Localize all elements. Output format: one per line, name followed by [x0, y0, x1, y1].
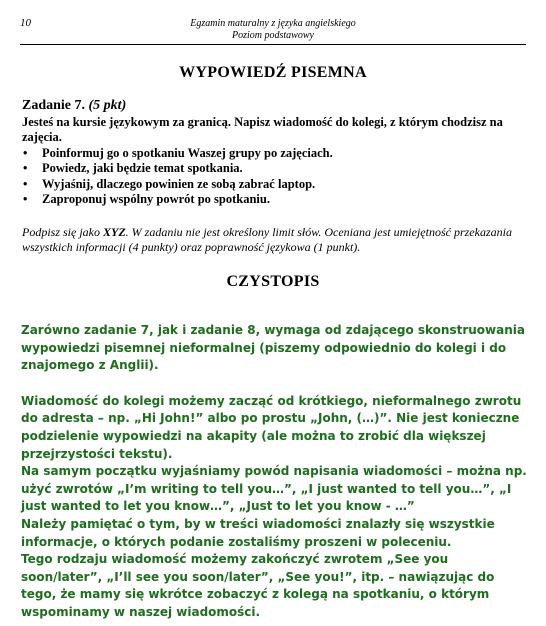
- task-number: Zadanie 7.: [22, 98, 86, 113]
- list-item: • Powiedz, jaki będzie temat spotkania.: [22, 161, 528, 177]
- task-bullet-list: [22, 146, 528, 208]
- commentary-paragraph: Tego rodzaju wiadomość możemy zakończyć zwrotem „See you soon/later”, „I’ll see you soon/later”, „See you!”, itp. – nawiązując do tego, że mamy się wkrótce zobaczyć z kolegą na spotkaniu, o którym wspominamy w naszej wiadomości.: [21, 552, 495, 619]
- task-title: [22, 98, 528, 114]
- exam-title: Egzamin maturalny z języka angielskiego: [190, 18, 356, 29]
- header-divider: [20, 44, 526, 45]
- signature-code: XYZ: [103, 225, 126, 239]
- exam-level: Poziom podstawowy: [232, 30, 314, 41]
- exam-header: [0, 18, 546, 42]
- task-prompt: Jesteś na kursie językowym za granicą. Napisz wiadomość do kolegi, z którym chodzisz na zajęcia.: [22, 114, 503, 144]
- page-number: 10: [20, 17, 31, 29]
- list-item: • Zaproponuj wspólny powrót po spotkaniu.: [22, 192, 528, 208]
- task-instructions: Podpisz się jako XYZ. W zadaniu nie jest określony limit słów. Oceniana jest umiejętność przekazania wszystkich informacji (4 punkty) oraz poprawność językowa (1 punkt).: [22, 225, 512, 254]
- commentary-paragraph: Należy pamiętać o tym, by w treści wiadomości znalazły się wszystkie informacje, o których podanie zostaliśmy proszeni w poleceniu.: [21, 516, 495, 549]
- commentary-paragraph: Zarówno zadanie 7, jak i zadanie 8, wymaga od zdającego skonstruowania wypowiedzi pisemnej nieformalnej (piszemy odpowiednio do kolegi i do znajomego z Anglii).: [21, 323, 525, 373]
- list-item: • Poinformuj go o spotkaniu Waszej grupy po zajęciach.: [22, 146, 528, 162]
- task-points: (5 pkt): [88, 98, 127, 113]
- list-item: • Wyjaśnij, dlaczego powinien ze sobą zabrać laptop.: [22, 177, 528, 193]
- commentary-text: [21, 322, 533, 622]
- commentary-paragraph: Na samym początku wyjaśniamy powód napisania wiadomości – można np. użyć zwrotów „I’m writing to tell you…”, „I just wanted to tell you…”, „I just wanted to let you know…”, „Just to let you know - …”: [21, 464, 527, 514]
- clean-copy-title: CZYSTOPIS: [226, 273, 320, 290]
- commentary-paragraph: Wiadomość do kolegi możemy zacząć od krótkiego, nieformalnego zwrotu do adresta – np. „Hi John!” albo po prostu „John, (…)”. Nie jest konieczne podzielenie wypowiedzi na akapity (ale można to zrobić dla większej przejrzystości tekstu).: [21, 393, 522, 461]
- task-block: [22, 98, 528, 208]
- section-title: WYPOWIEDŹ PISEMNA: [179, 64, 367, 81]
